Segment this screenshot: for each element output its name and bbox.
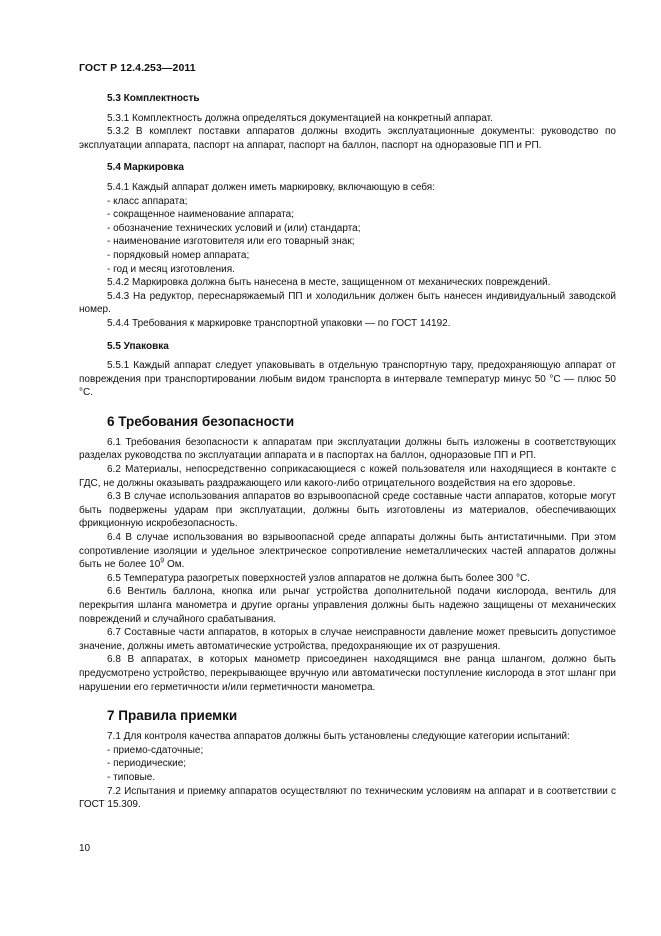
list-item: - типовые. [107,771,156,783]
section-6-title: 6 Требования безопасности [107,413,295,429]
paragraph-6-6: 6.6 Вентиль баллона, кнопка или рычаг устройства дополнительной подачи кислорода, вентиль для перекрытия шланга манометра и другие органы управления должны быть надежно защищены от механических повреждений и случайного срабатывания. [79,586,616,625]
paragraph-5-4-3: 5.4.3 На редуктор, переснаряжаемый ПП и холодильник должен быть нанесен индивидуальный заводской номер. [79,290,616,316]
exponent: 9 [160,557,165,565]
list-item: - класс аппарата; [107,195,188,207]
paragraph-5-4-1: 5.4.1 Каждый аппарат должен иметь маркировку, включающую в себя: [107,181,436,193]
paragraph-5-4-4: 5.4.4 Требования к маркировке транспортной упаковки — по ГОСТ 14192. [107,317,451,329]
paragraph-5-4-2: 5.4.2 Маркировка должна быть нанесена в месте, защищенном от механических повреждений. [107,277,551,289]
page-number: 10 [79,843,91,854]
list-item: - обозначение технических условий и (или) стандарта; [107,222,361,234]
list-item: - периодические; [107,758,187,770]
document-code-header: ГОСТ Р 12.4.253—2011 [79,62,196,74]
paragraph-7-1: 7.1 Для контроля качества аппаратов должны быть установлены следующие категории испытаний: [107,731,570,743]
document-body [79,92,616,812]
unit-text: Ом. [164,559,185,571]
paragraph-6-7: 6.7 Составные части аппаратов, в которых в случае неисправности давление может превысить допустимое значение, должны иметь автоматические устройства, предохраняющие их от разрушения. [79,627,616,652]
paragraph-6-8: 6.8 В аппаратах, в которых манометр присоединен находящимся вне ранца шлангом, должно быть предусмотрено устройство, перекрывающее вручную или автоматически поступление кислорода в этот шланг при нарушении его герметичности и/или герметичности манометра. [79,654,616,693]
paragraph-6-5: 6.5 Температура разогретых поверхностей узлов аппаратов не должна быть более 300 °С. [107,572,530,584]
section-5-3-title: 5.3 Комплектность [107,93,200,104]
paragraph-5-3-1: 5.3.1 Комплектность должна определяться документацией на конкретный аппарат. [107,112,493,124]
paragraph-6-3: 6.3 В случае использования аппаратов во взрывоопасной среде составные части аппаратов, которые могут быть подвержены ударам при эксплуатации, должны быть изготовлены из материалов, обеспечивающих фрикционную искробезопасность. [79,491,616,530]
section-7-title: 7 Правила приемки [107,708,238,724]
paragraph-6-4 [79,531,616,572]
list-item: - год и месяц изготовления. [107,263,235,275]
paragraph-5-3-2: 5.3.2 В комплект поставки аппаратов должны входить эксплуатационные документы: руководство по эксплуатации аппарата, паспорт на аппарат, паспорт на баллон, паспорт на одноразовые ПП и РП. [79,126,616,151]
list-item: - приемо-сдаточные; [107,744,204,756]
section-5-4-title: 5.4 Маркировка [107,162,184,174]
list-item: - наименование изготовителя или его товарный знак; [107,236,355,248]
section-5-5-title: 5.5 Упаковка [107,340,169,352]
paragraph-6-1: 6.1 Требования безопасности к аппаратам при эксплуатации должны быть изложены в соответствующих разделах руководства по эксплуатации аппарата и в паспортах на баллон, одноразовые ПП и РП. [79,436,616,462]
paragraph-6-2: 6.2 Материалы, непосредственно соприкасающиеся с кожей пользователя или находящиеся в контакте с ГДС, не должны оказывать раздражающего или какого-либо отрицательного воздействия на его здоровье. [79,464,616,489]
list-item: - порядковый номер аппарата; [107,249,250,261]
paragraph-7-2: 7.2 Испытания и приемку аппаратов осуществляют по техническим условиям на аппарат и в соответствии с ГОСТ 15.309. [79,785,616,811]
paragraph-5-5-1: 5.5.1 Каждый аппарат следует упаковывать в отдельную транспортную тару, предохраняющую аппарат от повреждения при транспортировании любым видом транспорта в интервале температур минус 50 °С — плюс 50 °С. [79,360,616,399]
paragraph-6-4-text: 6.4 В случае использования во взрывоопасной среде аппараты должны быть антистатичными. При этом сопротивление изоляции и удельное электрическое сопротивление неметаллических частей аппаратов должны быть не более 10 [79,532,616,571]
list-item: - сокращенное наименование аппарата; [107,209,294,221]
